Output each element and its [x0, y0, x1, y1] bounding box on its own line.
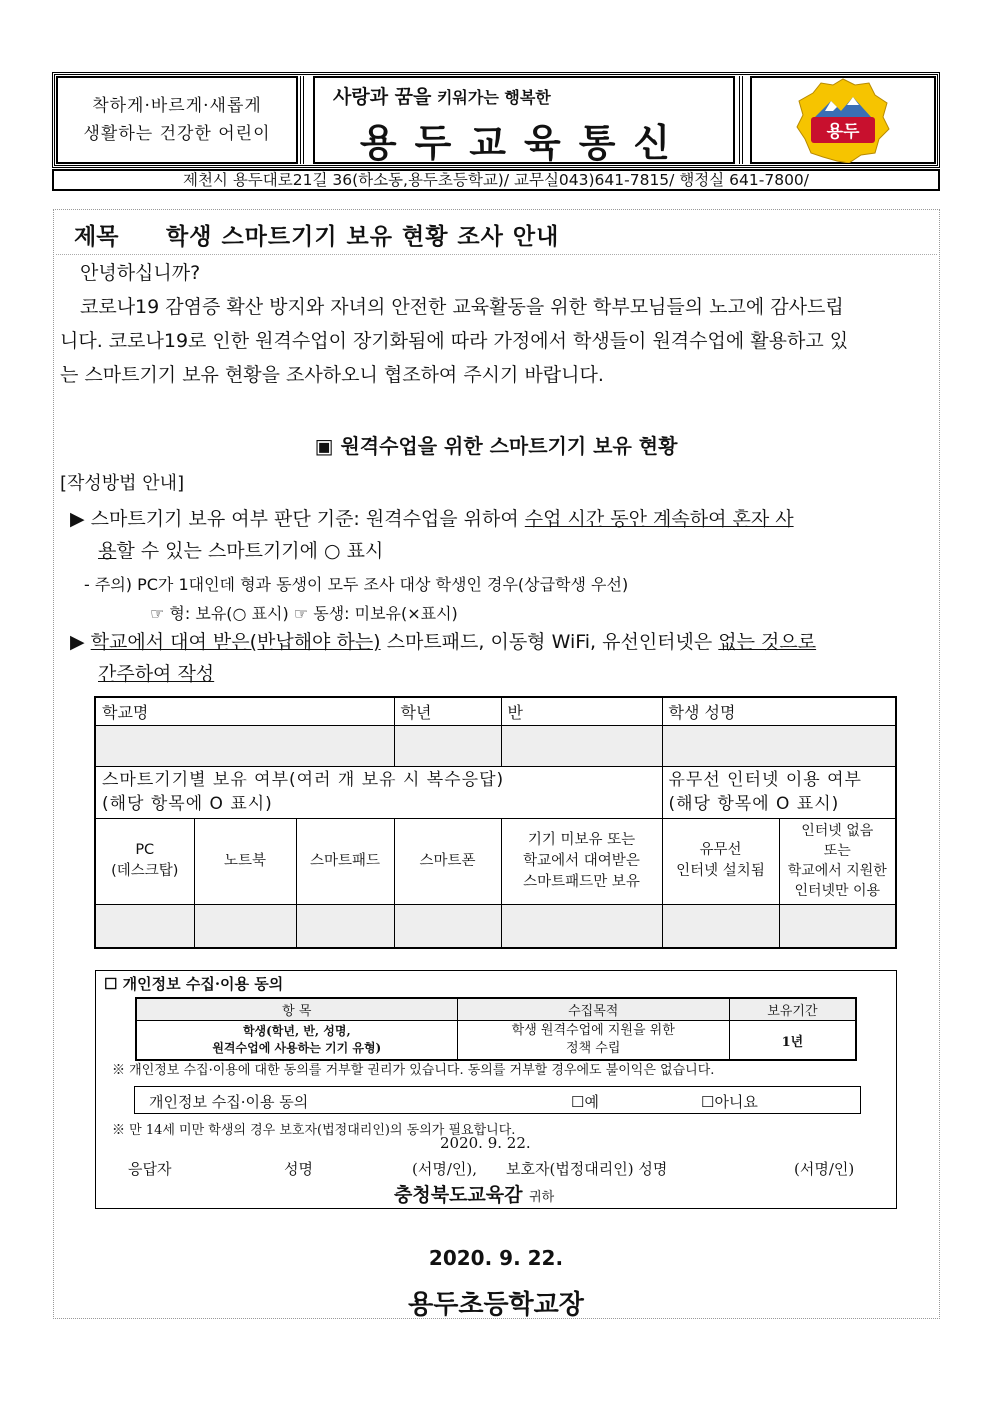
footer-date: 2020. 9. 22.	[428, 1246, 564, 1270]
agree-label: 개인정보 수집·이용 동의	[149, 1093, 309, 1111]
school-address: 제천시 용두대로21길 36(하소동,용두초등학교)/ 교무실043)641-7815/ 행정실 641-7800/	[52, 169, 940, 191]
bullet-2-underlined-2: 없는 것으로	[718, 631, 817, 653]
consent-date: 2020. 9. 22.	[440, 1134, 531, 1152]
student-name-field[interactable]	[662, 725, 896, 766]
no-device-answer-cell[interactable]	[501, 904, 662, 948]
subject-title: 학생 스마트기기 보유 현황 조사 안내	[166, 224, 560, 250]
col-no-device: 기기 미보유 또는 학교에서 대여받은 스마트패드만 보유	[501, 818, 662, 904]
motto-line-2: 생활하는 건강한 어린이	[83, 124, 271, 144]
section-title: ▣ 원격수업을 위한 스마트기기 보유 현황	[314, 434, 678, 458]
respondent-label: 응답자	[128, 1160, 172, 1178]
slogan	[333, 82, 551, 109]
col-pc: PC (데스크탑)	[95, 818, 194, 904]
bullet-1-underlined: 수업 시간 동안 계속하여 혼자 사	[524, 508, 794, 530]
guide-note-example: ☞ 형: 보유(○ 표시) ☞ 동생: 미보유(×표시)	[150, 604, 458, 623]
school-emblem-icon	[795, 77, 891, 163]
newsletter-title-cell	[313, 76, 735, 164]
agree-no-checkbox[interactable]: ☐아니요	[701, 1093, 758, 1111]
consent-title: ☐ 개인정보 수집·이용 동의	[104, 975, 284, 993]
respondent-signature[interactable]: (서명/인),	[412, 1160, 477, 1178]
table-row	[95, 904, 896, 948]
intro-line-2: 니다. 코로나19로 인한 원격수업이 장기화됨에 따라 가정에서 학생들이 원격수업에 활용하고 있	[60, 330, 849, 352]
table-row	[95, 697, 896, 725]
col-no-internet: 인터넷 없음 또는 학교에서 지원한 인터넷만 이용	[779, 818, 896, 904]
device-header-line-2: (해당 항목에 O 표시)	[102, 794, 273, 814]
bullet-arrow-icon: ▶	[70, 631, 85, 653]
consent-table	[135, 997, 857, 1061]
school-name-field[interactable]	[95, 725, 394, 766]
survey-table	[94, 696, 897, 949]
collection-purpose: 학생 원격수업에 지원을 위한 정책 수립	[457, 1021, 729, 1061]
minor-notice: ※ 만 14세 미만 학생의 경우 보호자(법정대리인)의 동의가 필요합니다.	[112, 1123, 516, 1138]
pad-answer-cell[interactable]	[296, 904, 394, 948]
newsletter-title: 용두교육통신	[359, 121, 689, 165]
pc-answer-cell[interactable]	[95, 904, 194, 948]
agree-yes-checkbox[interactable]: ☐예	[571, 1093, 599, 1111]
subject-bar	[56, 212, 937, 255]
consent-notice: ※ 개인정보 수집·이용에 대한 동의를 거부할 권리가 있습니다. 동의를 거부할 경우에도 불이익은 없습니다.	[112, 1063, 715, 1078]
table-row	[136, 1021, 856, 1061]
consent-agreement-row	[134, 1086, 861, 1114]
principal-signature: 용두초등학교장	[408, 1290, 584, 1320]
internet-usage-header	[662, 766, 896, 818]
guide-bullet-2	[70, 625, 816, 660]
header-divider	[300, 76, 304, 164]
no-internet-answer-cell[interactable]	[779, 904, 896, 948]
bullet-1-cont-text: 할 수 있는 스마트기기에 ○ 표시	[116, 540, 384, 562]
school-name-header: 학교명	[95, 697, 394, 725]
class-header: 반	[501, 697, 662, 725]
device-ownership-header	[95, 766, 662, 818]
subject-label: 제목	[74, 224, 119, 250]
school-motto	[56, 76, 298, 164]
guide-bullet-1-cont	[98, 534, 383, 569]
slogan-rest: 키워가는 행복한	[436, 88, 551, 107]
table-row	[136, 998, 856, 1021]
grade-field[interactable]	[394, 725, 501, 766]
student-name-header: 학생 성명	[662, 697, 896, 725]
guardian-name-label: 보호자(법정대리인) 성명	[506, 1160, 668, 1178]
guide-heading: [작성방법 안내]	[60, 473, 185, 494]
respondent-name-label: 성명	[284, 1160, 313, 1178]
phone-answer-cell[interactable]	[394, 904, 501, 948]
bullet-2-text: 스마트패드, 이동형 WiFi, 유선인터넷은	[380, 631, 719, 653]
col-laptop: 노트북	[194, 818, 296, 904]
table-row	[95, 725, 896, 766]
col-internet-installed: 유무선 인터넷 설치됨	[662, 818, 779, 904]
slogan-emphasis: 사랑과 꿈을	[333, 86, 432, 108]
logo-text: 용두	[826, 122, 860, 142]
intro-line-1: 코로나19 감염증 확산 방지와 자녀의 안전한 교육활동을 위한 학부모님들의 노고에 감사드립	[80, 296, 844, 318]
bullet-2-underlined: 학교에서 대여 받은(반납해야 하는)	[90, 631, 381, 653]
col-smart-pad: 스마트패드	[296, 818, 394, 904]
motto-line-1: 착하게·바르게·새롭게	[92, 96, 262, 116]
intro-line-3: 는 스마트기기 보유 현황을 조사하오니 협조하여 주시기 바랍니다.	[60, 364, 604, 386]
retention-period: 1년	[729, 1021, 856, 1061]
period-header: 보유기간	[729, 998, 856, 1021]
recipient	[394, 1180, 554, 1207]
internet-answer-cell[interactable]	[662, 904, 779, 948]
table-row	[95, 766, 896, 818]
item-header: 항 목	[136, 998, 457, 1021]
bullet-2-cont-underlined: 간주하여 작성	[98, 663, 215, 685]
guide-bullet-2-cont	[98, 657, 214, 692]
collected-items: 학생(학년, 반, 성명, 원격수업에 사용하는 기기 유형)	[136, 1021, 457, 1061]
recipient-title: 충청북도교육감	[394, 1184, 523, 1206]
bullet-1-text: 스마트기기 보유 여부 판단 기준: 원격수업을 위하여	[90, 508, 525, 530]
internet-header-line-2: (해당 항목에 O 표시)	[668, 794, 840, 814]
table-row	[95, 818, 896, 904]
purpose-header: 수집목적	[457, 998, 729, 1021]
recipient-honorific: 귀하	[529, 1190, 555, 1205]
greeting: 안녕하십니까?	[80, 262, 201, 284]
class-field[interactable]	[501, 725, 662, 766]
laptop-answer-cell[interactable]	[194, 904, 296, 948]
school-logo-cell	[750, 76, 936, 164]
guide-bullet-1	[70, 502, 794, 537]
guardian-signature[interactable]: (서명/인)	[794, 1160, 855, 1178]
bullet-1-cont-underlined: 용	[98, 540, 117, 562]
header-divider	[739, 76, 743, 164]
device-header-line-1: 스마트기기별 보유 여부(여러 개 보유 시 복수응답)	[102, 770, 505, 790]
col-smartphone: 스마트폰	[394, 818, 501, 904]
guide-note: - 주의) PC가 1대인데 형과 동생이 모두 조사 대상 학생인 경우(상급학생 우선)	[84, 575, 629, 594]
internet-header-line-1: 유무선 인터넷 이용 여부	[668, 770, 862, 790]
bullet-arrow-icon: ▶	[70, 508, 85, 530]
grade-header: 학년	[394, 697, 501, 725]
